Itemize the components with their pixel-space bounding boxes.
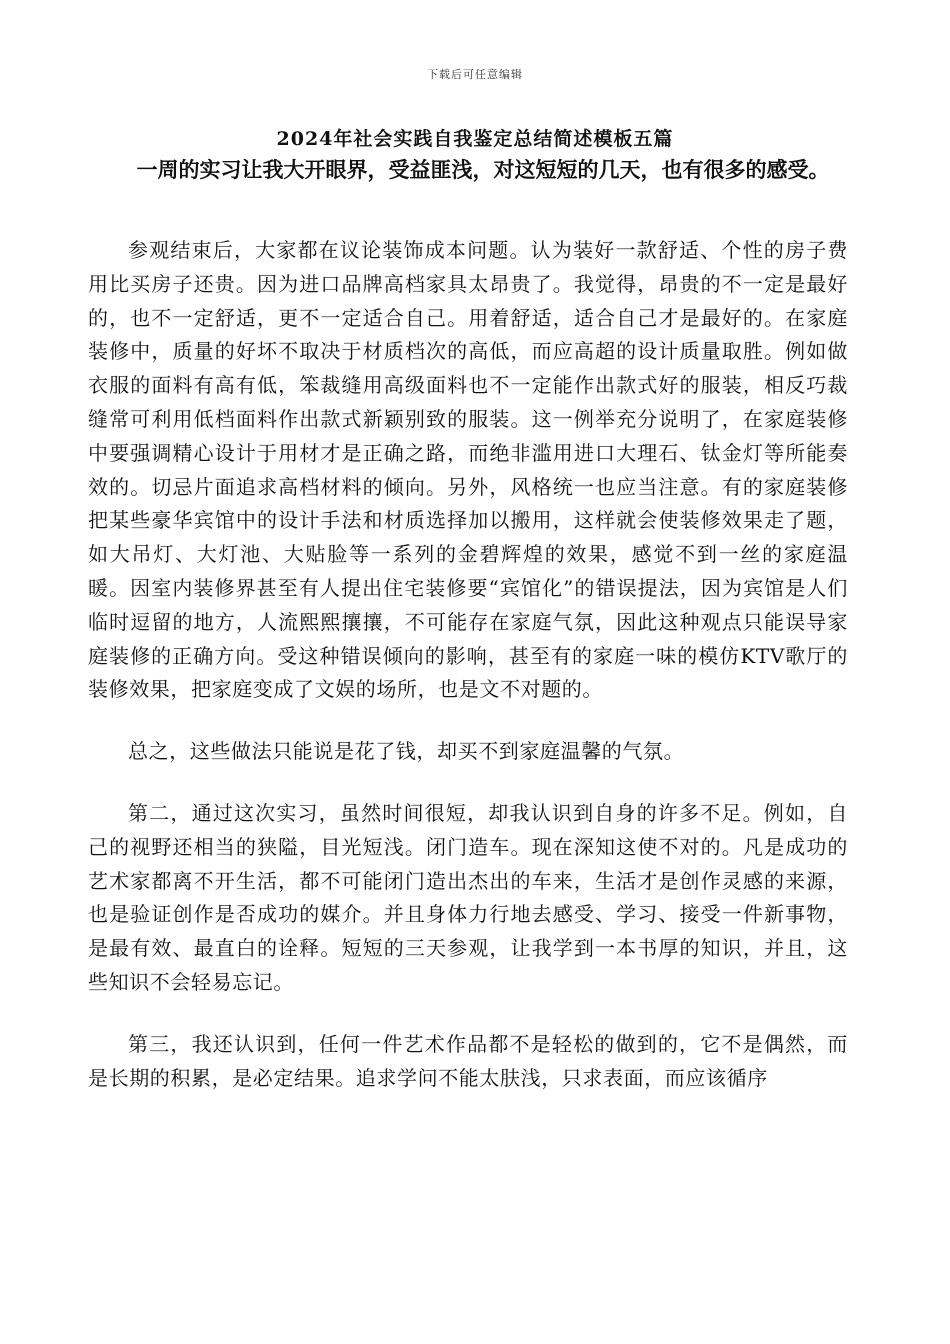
document-subtitle: 一周的实习让我大开眼界，受益匪浅，对这短短的几天，也有很多的感受。 <box>136 157 830 182</box>
body-paragraph: 参观结束后，大家都在议论装饰成本问题。认为装好一款舒适、个性的房子费用比买房子还贵。因为进口品牌高档家具太昂贵了。我觉得，昂贵的不一定是最好的，也不一定舒适，更不一定适合自己。用着舒适，适合自己才是最好的。在家庭装修中，质量的好坏不取决于材质档次的高低，而应高超的设计质量取胜。例如做衣服的面料有高有低，笨裁缝用高级面料也不一定能作出款式好的服装，相反巧裁缝常可利用低档面料作出款式新颖别致的服装。这一例举充分说明了，在家庭装修中要强调精心设计于用材才是正确之路，而绝非滥用进口大理石、钛金灯等所能奏效的。切忌片面追求高档材料的倾向。另外，风格统一也应当注意。有的家庭装修把某些豪华宾馆中的设计手法和材质选择加以搬用，这样就会使装修效果走了题，如大吊灯、大灯池、大贴脸等一系列的金碧辉煌的效果，感觉不到一丝的家庭温暖。因室内装修界甚至有人提出住宅装修要“宾馆化”的错误提法，因为宾馆是人们临时逗留的地方，人流熙熙攘攘，不可能存在家庭气氛，因此这种观点只能误导家庭装修的正确方向。受这种错误倾向的影响，甚至有的家庭一味的模仿KTV歌厅的装修效果，把家庭变成了文娱的场所，也是文不对题的。 <box>88 238 848 702</box>
body-paragraph: 第三，我还认识到，任何一件艺术作品都不是轻松的做到的，它不是偶然，而是长期的积累，是必定结果。追求学问不能太肤浅，只求表面，而应该循序 <box>88 1031 848 1090</box>
document-body <box>88 234 848 1095</box>
page-header-note: 下载后可任意编辑 <box>427 68 523 81</box>
body-paragraph: 总之，这些做法只能说是花了钱，却买不到家庭温馨的气氛。 <box>128 739 685 764</box>
document-title: 2024年社会实践自我鉴定总结简述模板五篇 <box>276 128 674 150</box>
body-paragraph: 第二，通过这次实习，虽然时间很短，却我认识到自身的许多不足。例如，自己的视野还相当的狭隘，目光短浅。闭门造车。现在深知这使不对的。凡是成功的艺术家都离不开生活，都不可能闭门造出杰出的车来，生活才是创作灵感的来源，也是验证创作是否成功的媒介。并且身体力行地去感受、学习、接受一件新事物，是最有效、最直白的诠释。短短的三天参观，让我学到一本书厚的知识，并且，这些知识不会轻易忘记。 <box>88 800 848 994</box>
